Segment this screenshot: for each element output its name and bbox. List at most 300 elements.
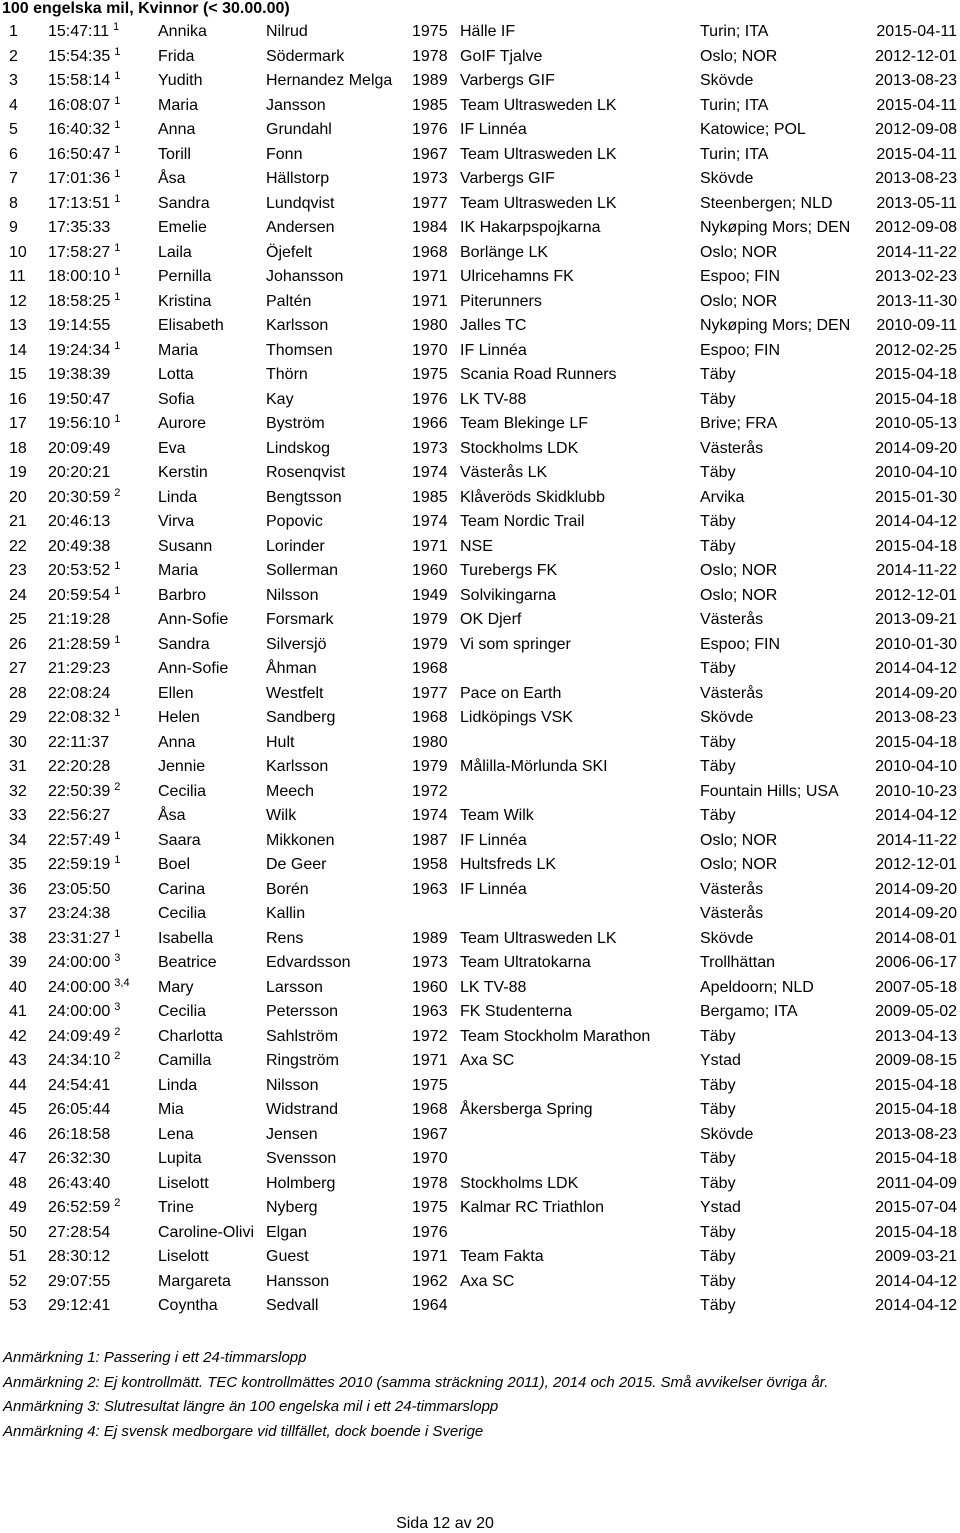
time-cell — [48, 633, 158, 658]
time-cell — [48, 486, 158, 511]
time-cell — [48, 951, 158, 976]
date-cell: 2013-08-23 — [875, 170, 957, 187]
club-cell: Team Wilk — [460, 807, 534, 824]
first-name-cell: Kerstin — [158, 464, 208, 481]
table-row — [0, 118, 960, 143]
birth-year-cell: 1976 — [412, 390, 448, 408]
club-cell — [460, 1294, 700, 1319]
club-cell — [460, 1147, 700, 1172]
first-name-cell: Liselott — [158, 1174, 209, 1192]
first-name-cell: Mary — [158, 978, 194, 996]
club-cell: Team Nordic Trail — [460, 513, 585, 530]
date-cell: 2013-09-21 — [875, 611, 957, 628]
birth-year-cell: 1979 — [412, 758, 448, 775]
date-cell: 2015-04-18 — [875, 1150, 957, 1167]
position-cell: 43 — [9, 1052, 27, 1069]
first-name-cell: Isabella — [158, 929, 214, 947]
location-cell: Täby — [700, 513, 736, 530]
table-row — [0, 608, 960, 633]
first-name-cell: Pernilla — [158, 268, 212, 285]
time-cell — [48, 510, 158, 535]
time-value: 23:24:38 — [48, 905, 111, 922]
date-cell: 2013-11-30 — [876, 292, 957, 310]
location-cell: Brive; FRA — [700, 415, 778, 432]
last-name-cell: Borén — [266, 880, 309, 898]
note-1: Anmärkning 1: Passering i ett 24-timmarslopp — [3, 1349, 307, 1366]
note-3: Anmärkning 3: Slutresultat längre än 100 engelska mil i ett 24-timmarslopp — [3, 1398, 499, 1415]
table-row — [0, 853, 960, 878]
date-cell: 2009-03-21 — [875, 1248, 957, 1265]
note-reference: 1 — [114, 241, 121, 254]
position-cell: 19 — [9, 464, 27, 481]
club-cell: LK TV-88 — [460, 978, 527, 996]
position-cell: 27 — [9, 660, 27, 677]
first-name-cell: Carina — [158, 880, 206, 898]
position-cell: 46 — [9, 1125, 27, 1143]
birth-year-cell: 1974 — [412, 513, 448, 530]
last-name-cell: Nyberg — [266, 1199, 318, 1216]
birth-year-cell: 1960 — [412, 562, 448, 579]
table-row — [0, 388, 960, 413]
table-row — [0, 241, 960, 266]
time-value: 26:52:59 — [48, 1199, 111, 1216]
club-cell: NSE — [460, 537, 493, 555]
date-cell: 2012-09-08 — [875, 121, 957, 138]
note-reference: 2 — [114, 1025, 121, 1038]
first-name-cell: Ellen — [158, 684, 194, 702]
note-reference: 1 — [114, 413, 121, 425]
club-cell: Team Ultrasweden LK — [460, 96, 617, 114]
birth-year-cell: 1968 — [412, 243, 448, 261]
location-cell: Västerås — [700, 611, 764, 628]
first-name-cell: Sofia — [158, 390, 195, 408]
time-value: 17:58:27 — [48, 243, 111, 261]
date-cell: 2010-09-11 — [876, 317, 957, 334]
time-cell — [48, 853, 158, 878]
location-cell: Nykøping Mors; DEN — [700, 317, 851, 334]
table-row — [0, 951, 960, 976]
time-value: 22:08:32 — [48, 709, 111, 726]
birth-year-cell: 1984 — [412, 219, 448, 236]
first-name-cell: Helen — [158, 709, 200, 726]
last-name-cell: Edvardsson — [266, 954, 351, 971]
date-cell: 2014-09-20 — [875, 439, 957, 457]
date-cell: 2013-08-23 — [875, 1125, 957, 1143]
birth-year-cell: 1977 — [412, 194, 448, 212]
club-cell — [460, 731, 700, 756]
first-name-cell: Lena — [158, 1125, 194, 1143]
time-value: 16:40:32 — [48, 121, 111, 138]
last-name-cell: Byström — [266, 415, 325, 432]
time-value: 19:24:34 — [48, 341, 111, 359]
table-row — [0, 902, 960, 927]
birth-year-cell: 1973 — [412, 954, 448, 971]
note-reference: 3 — [114, 1001, 121, 1013]
last-name-cell: Hult — [266, 733, 295, 751]
time-value: 20:59:54 — [48, 586, 111, 604]
time-value: 22:50:39 — [48, 782, 111, 800]
club-cell: IF Linnéa — [460, 341, 527, 359]
first-name-cell: Ann-Sofie — [158, 660, 229, 677]
club-cell — [460, 1074, 700, 1099]
position-cell: 47 — [9, 1150, 27, 1167]
last-name-cell: Thörn — [266, 366, 308, 383]
location-cell: Ystad — [700, 1199, 741, 1216]
club-cell: Västerås LK — [460, 464, 548, 481]
first-name-cell: Lupita — [158, 1150, 202, 1167]
birth-year-cell: 1975 — [412, 366, 448, 383]
note-reference: 1 — [114, 45, 121, 58]
table-row — [0, 69, 960, 94]
birth-year-cell: 1973 — [412, 170, 448, 187]
time-value: 19:14:55 — [48, 317, 111, 334]
time-value: 24:34:10 — [48, 1052, 111, 1069]
club-cell: Turebergs FK — [460, 562, 558, 579]
time-value: 20:09:49 — [48, 439, 111, 457]
time-cell — [48, 608, 158, 633]
position-cell: 51 — [9, 1248, 27, 1265]
date-cell: 2015-04-18 — [875, 733, 957, 751]
time-value: 20:49:38 — [48, 537, 111, 555]
date-cell: 2015-04-18 — [875, 1223, 957, 1241]
table-row — [0, 1270, 960, 1295]
table-row — [0, 829, 960, 854]
date-cell: 2007-05-18 — [875, 978, 957, 996]
date-cell: 2012-02-25 — [875, 341, 957, 359]
date-cell: 2014-11-22 — [876, 243, 957, 261]
location-cell: Oslo; NOR — [700, 292, 778, 310]
note-reference: 1 — [114, 266, 121, 278]
table-row — [0, 1196, 960, 1221]
date-cell: 2006-06-17 — [875, 954, 957, 971]
time-cell — [48, 118, 158, 143]
time-cell — [48, 339, 158, 364]
note-reference: 1 — [114, 70, 121, 82]
time-cell — [48, 682, 158, 707]
date-cell: 2011-04-09 — [876, 1174, 957, 1192]
position-cell: 34 — [9, 831, 27, 849]
table-row — [0, 780, 960, 805]
position-cell: 45 — [9, 1101, 27, 1118]
club-cell: Varbergs GIF — [460, 170, 555, 187]
time-value: 22:20:28 — [48, 758, 111, 775]
position-cell: 48 — [9, 1174, 27, 1192]
position-cell: 12 — [9, 292, 27, 310]
last-name-cell: Larsson — [266, 978, 323, 996]
last-name-cell: Lindskog — [266, 439, 331, 457]
position-cell: 22 — [9, 537, 27, 555]
position-cell: 30 — [9, 733, 27, 751]
last-name-cell: Södermark — [266, 47, 345, 65]
date-cell: 2015-01-30 — [875, 488, 957, 506]
table-row — [0, 510, 960, 535]
birth-year-cell: 1974 — [412, 464, 448, 481]
location-cell: Arvika — [700, 488, 745, 506]
location-cell: Ystad — [700, 1052, 741, 1069]
position-cell: 9 — [9, 219, 18, 236]
time-cell — [48, 976, 158, 1001]
club-cell: Åkersberga Spring — [460, 1101, 593, 1118]
table-row — [0, 927, 960, 952]
time-value: 24:54:41 — [48, 1076, 111, 1094]
position-cell: 52 — [9, 1272, 27, 1290]
club-cell — [460, 780, 700, 805]
club-cell: GoIF Tjalve — [460, 47, 543, 65]
position-cell: 38 — [9, 929, 27, 947]
first-name-cell: Jennie — [158, 758, 206, 775]
first-name-cell: Beatrice — [158, 954, 217, 971]
table-row — [0, 20, 960, 45]
date-cell: 2014-04-12 — [875, 1272, 957, 1290]
time-value: 22:11:37 — [48, 733, 110, 751]
first-name-cell: Liselott — [158, 1248, 209, 1265]
time-cell — [48, 143, 158, 168]
birth-year-cell: 1979 — [412, 611, 448, 628]
position-cell: 1 — [9, 23, 18, 40]
first-name-cell: Margareta — [158, 1272, 231, 1290]
table-row — [0, 559, 960, 584]
position-cell: 6 — [9, 145, 18, 163]
birth-year-cell: 1972 — [412, 782, 448, 800]
birth-year-cell: 1960 — [412, 978, 448, 996]
position-cell: 21 — [9, 513, 27, 530]
table-row — [0, 314, 960, 339]
time-cell — [48, 584, 158, 609]
position-cell: 10 — [9, 243, 27, 261]
position-cell: 3 — [9, 72, 18, 89]
position-cell: 49 — [9, 1199, 27, 1216]
last-name-cell: Ringström — [266, 1052, 339, 1069]
position-cell: 50 — [9, 1223, 27, 1241]
table-row — [0, 1123, 960, 1148]
results-table-body — [0, 20, 960, 1319]
first-name-cell: Yudith — [158, 72, 203, 89]
date-cell: 2014-04-12 — [875, 807, 957, 824]
location-cell: Täby — [700, 1174, 736, 1192]
time-cell — [48, 314, 158, 339]
club-cell — [460, 1123, 700, 1148]
location-cell: Skövde — [700, 170, 754, 187]
position-cell: 39 — [9, 954, 27, 971]
last-name-cell: Jansson — [266, 96, 326, 114]
location-cell: Bergamo; ITA — [700, 1003, 798, 1020]
time-value: 22:59:19 — [48, 856, 111, 873]
time-value: 29:07:55 — [48, 1272, 111, 1290]
date-cell: 2013-08-23 — [875, 72, 957, 89]
first-name-cell: Cecilia — [158, 782, 207, 800]
position-cell: 35 — [9, 856, 27, 873]
first-name-cell: Anna — [158, 733, 196, 751]
club-cell: Team Fakta — [460, 1248, 544, 1265]
time-value: 24:00:00 — [48, 954, 111, 971]
time-value: 20:53:52 — [48, 562, 111, 579]
birth-year-cell: 1976 — [412, 121, 448, 138]
birth-year-cell: 1979 — [412, 635, 448, 653]
last-name-cell: Forsmark — [266, 611, 334, 628]
birth-year-cell: 1975 — [412, 23, 448, 40]
birth-year-cell: 1971 — [412, 268, 448, 285]
club-cell: IK Hakarpspojkarna — [460, 219, 601, 236]
time-cell — [48, 535, 158, 560]
location-cell: Espoo; FIN — [700, 635, 781, 653]
table-row — [0, 486, 960, 511]
first-name-cell: Maria — [158, 562, 199, 579]
last-name-cell: Rens — [266, 929, 304, 947]
date-cell: 2014-11-22 — [876, 831, 957, 849]
time-cell — [48, 69, 158, 94]
time-cell — [48, 437, 158, 462]
first-name-cell: Boel — [158, 856, 191, 873]
club-cell: IF Linnéa — [460, 121, 527, 138]
position-cell: 31 — [9, 758, 27, 775]
position-cell: 37 — [9, 905, 27, 922]
time-value: 16:50:47 — [48, 145, 111, 163]
first-name-cell: Linda — [158, 488, 198, 506]
note-4: Anmärkning 4: Ej svensk medborgare vid tillfället, dock boende i Sverige — [3, 1422, 484, 1440]
time-value: 20:46:13 — [48, 513, 111, 530]
location-cell: Täby — [700, 1297, 736, 1314]
birth-year-cell: 1968 — [412, 709, 448, 726]
birth-year-cell: 1963 — [412, 880, 448, 898]
club-cell: Borlänge LK — [460, 243, 549, 261]
first-name-cell: Charlotta — [158, 1027, 223, 1045]
last-name-cell: Petersson — [266, 1003, 339, 1020]
time-value: 22:08:24 — [48, 684, 111, 702]
date-cell: 2014-04-12 — [875, 660, 957, 677]
time-value: 20:30:59 — [48, 488, 111, 506]
first-name-cell: Maria — [158, 341, 199, 359]
last-name-cell: Thomsen — [266, 341, 333, 359]
position-cell: 14 — [9, 341, 27, 359]
first-name-cell: Cecilia — [158, 1003, 207, 1020]
first-name-cell: Coyntha — [158, 1297, 218, 1314]
table-row — [0, 1172, 960, 1197]
time-value: 19:56:10 — [48, 415, 111, 432]
table-row — [0, 1245, 960, 1270]
note-reference: 1 — [114, 633, 121, 646]
table-row — [0, 437, 960, 462]
birth-year-cell: 1978 — [412, 47, 448, 65]
birth-year-cell: 1980 — [412, 317, 448, 334]
table-row — [0, 143, 960, 168]
time-cell — [48, 657, 158, 682]
location-cell: Oslo; NOR — [700, 243, 778, 261]
position-cell: 29 — [9, 709, 27, 726]
club-cell: Piterunners — [460, 292, 542, 310]
position-cell: 42 — [9, 1027, 27, 1045]
first-name-cell: Frida — [158, 47, 195, 65]
location-cell: Täby — [700, 1027, 736, 1045]
birth-year-cell: 1989 — [412, 72, 448, 89]
first-name-cell: Linda — [158, 1076, 198, 1094]
table-row — [0, 535, 960, 560]
date-cell: 2010-04-10 — [875, 464, 957, 481]
date-cell: 2014-04-12 — [875, 1297, 957, 1314]
position-cell: 23 — [9, 562, 27, 579]
birth-year-cell: 1971 — [412, 292, 448, 310]
club-cell: LK TV-88 — [460, 390, 527, 408]
results-table — [0, 20, 960, 1319]
first-name-cell: Annika — [158, 23, 207, 40]
location-cell: Täby — [700, 366, 736, 383]
time-cell — [48, 780, 158, 805]
first-name-cell: Laila — [158, 243, 192, 261]
time-value: 22:56:27 — [48, 807, 111, 824]
club-cell: Stockholms LDK — [460, 1174, 579, 1192]
location-cell: Täby — [700, 660, 736, 677]
note-reference: 1 — [114, 339, 121, 352]
birth-year-cell: 1985 — [412, 96, 448, 114]
position-cell: 4 — [9, 96, 18, 114]
club-cell: Målilla-Mörlunda SKI — [460, 758, 608, 775]
birth-year-cell: 1949 — [412, 586, 448, 604]
note-reference: 1 — [114, 854, 121, 866]
birth-year-cell: 1964 — [412, 1297, 448, 1314]
first-name-cell: Anna — [158, 121, 196, 138]
table-row — [0, 363, 960, 388]
location-cell: Skövde — [700, 1125, 754, 1143]
date-cell: 2013-02-23 — [875, 268, 957, 285]
position-cell: 17 — [9, 415, 27, 432]
time-cell — [48, 216, 158, 241]
last-name-cell: Elgan — [266, 1223, 307, 1241]
note-reference: 2 — [114, 780, 121, 793]
note-reference: 1 — [114, 192, 121, 205]
note-reference: 1 — [114, 143, 121, 156]
last-name-cell: Kallin — [266, 905, 306, 922]
time-cell — [48, 20, 158, 45]
birth-year-cell: 1977 — [412, 684, 448, 702]
note-2: Anmärkning 2: Ej kontrollmätt. TEC kontrollmättes 2010 (samma sträckning 2011), 2014 och 2015. Små avvikelser övriga år. — [3, 1373, 829, 1391]
table-row — [0, 461, 960, 486]
birth-year-cell: 1968 — [412, 1101, 448, 1118]
time-value: 26:32:30 — [48, 1150, 111, 1167]
table-row — [0, 192, 960, 217]
first-name-cell: Eva — [158, 439, 186, 457]
position-cell: 44 — [9, 1076, 27, 1094]
date-cell: 2014-11-22 — [876, 562, 957, 579]
date-cell: 2015-07-04 — [875, 1199, 957, 1216]
time-value: 24:00:00 — [48, 1003, 111, 1020]
club-cell: Ulricehamns FK — [460, 268, 574, 285]
time-cell — [48, 731, 158, 756]
club-cell: Team Ultrasweden LK — [460, 194, 617, 212]
table-row — [0, 878, 960, 903]
location-cell: Espoo; FIN — [700, 341, 781, 359]
location-cell: Oslo; NOR — [700, 586, 778, 604]
position-cell: 11 — [9, 268, 26, 285]
club-cell: FK Studenterna — [460, 1003, 573, 1020]
last-name-cell: Nilrud — [266, 23, 308, 40]
table-row — [0, 804, 960, 829]
time-value: 15:54:35 — [48, 47, 111, 65]
time-cell — [48, 363, 158, 388]
time-cell — [48, 804, 158, 829]
first-name-cell: Aurore — [158, 415, 207, 432]
date-cell: 2012-12-01 — [875, 586, 957, 604]
table-row — [0, 412, 960, 437]
table-row — [0, 584, 960, 609]
first-name-cell: Emelie — [158, 219, 207, 236]
date-cell: 2013-04-13 — [875, 1027, 957, 1045]
location-cell: Turin; ITA — [700, 23, 769, 40]
club-cell: Hultsfreds LK — [460, 856, 557, 873]
birth-year-cell: 1970 — [412, 341, 448, 359]
last-name-cell: Karlsson — [266, 317, 329, 334]
position-cell: 7 — [9, 170, 18, 187]
club-cell: Team Ultratokarna — [460, 954, 591, 971]
date-cell: 2014-09-20 — [875, 905, 957, 922]
